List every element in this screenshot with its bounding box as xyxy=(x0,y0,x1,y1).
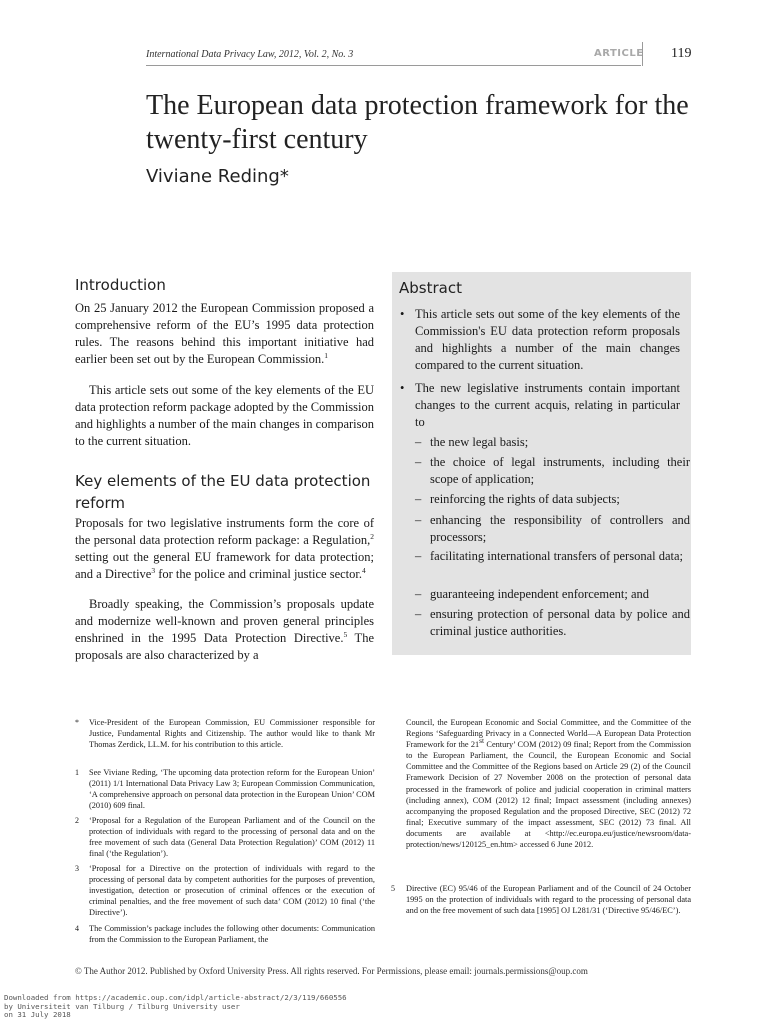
bullet-icon: • xyxy=(400,307,405,321)
footnote-ref-3[interactable]: 3 xyxy=(151,565,156,575)
paragraph-text: Proposals for two legislative instruments form the core of the personal data protection reform package: a Regulation, xyxy=(75,516,374,547)
footnote-mark: 3 xyxy=(75,864,79,873)
footnote-mark: 1 xyxy=(75,768,79,777)
ordinal-superscript: st xyxy=(479,736,485,746)
footnote-ref-4[interactable]: 4 xyxy=(361,565,366,575)
dash-icon: – xyxy=(415,549,422,563)
journal-citation: International Data Privacy Law, 2012, Vol. 2, No. 3 xyxy=(146,49,354,60)
footnote-4: The Commission’s package includes the following other documents: Communication from the Commission to the European Parliament, the xyxy=(89,924,375,945)
introduction-heading: Introduction xyxy=(75,276,166,294)
bullet-icon: • xyxy=(400,381,405,395)
introduction-paragraph-2: This article sets out some of the key elements of the EU data protection reform package adopted by the Commission and highlights a number of the main changes in comparison to the current situation. xyxy=(75,383,374,448)
abstract-list-item: the new legal basis; xyxy=(430,435,529,449)
download-stamp-line: by Universiteit van Tilburg / Tilburg University user xyxy=(4,1001,240,1011)
abstract-list-item: reinforcing the rights of data subjects; xyxy=(430,492,620,506)
dash-icon: – xyxy=(415,513,422,527)
footnote-4-continued xyxy=(406,717,691,850)
footnote-star: Vice-President of the European Commission, EU Commissioner responsible for Justice, Fundamental Rights and Citizenship. The author would like to thank Mr Thomas Zerdick, LL.M. for his contribution to this article. xyxy=(89,718,375,750)
footnote-mark: 4 xyxy=(75,924,79,933)
footnote-5: Directive (EC) 95/46 of the European Parliament and of the Council of 24 October 1995 on the protection of individuals with regard to the processing of personal data and on the free movement of such data [1995] OJ L281/31 (‘Directive 95/46/EC’). xyxy=(406,884,691,916)
download-stamp-line: Downloaded from https://academic.oup.com/idpl/article-abstract/2/3/119/660556 xyxy=(4,993,347,1002)
paragraph-text: The proposals are also characterized by a xyxy=(75,630,374,662)
abstract-list-item: enhancing the responsibility of controllers and processors; xyxy=(430,513,690,544)
dash-icon: – xyxy=(415,492,422,506)
footnote-text: Council, the European Economic and Social Committee, and the Committee of the Regions ‘Safeguarding Privacy in a Connected World—A European Data Protection Framework for the 21 xyxy=(406,718,691,750)
footnote-text: Century’ COM (2012) 09 final; Report from the Commission to the European Parliament, the Council, the European Economic and Social Committee and the Committee of the Regions based on Article 29 (2) of the Council Framework Decision of 27 November 2008 on the protection of personal data processed in the framework of police and judicial cooperation in criminal matters (including annex), COM (2012) 12 final; Impact assessment (including annexes) accompanying the proposed Regulation and the proposed Directive, SEC (2012) 72 final; Executive summary of the impact assessment, SEC (2012) 73 final. All documents are available at <http://ec.europa.eu/justice/newsroom/data-protection/news/120125_en.htm> accessed 6 June 2012. xyxy=(406,740,691,850)
section-label: ARTICLE xyxy=(594,48,644,59)
footnote-2: ‘Proposal for a Regulation of the European Parliament and of the Council on the protection of individuals with regard to the processing of personal data and on the free movement of such data (General Data Protection Regulation)’ COM (2012) 11 final (‘the Regulation’). xyxy=(89,816,375,859)
page-number: 119 xyxy=(671,46,692,61)
footnote-ref-1[interactable]: 1 xyxy=(324,350,328,360)
introduction-paragraph-1 xyxy=(75,300,374,368)
footnote-mark: * xyxy=(75,718,79,727)
abstract-heading: Abstract xyxy=(399,279,462,297)
key-elements-paragraph-1 xyxy=(75,515,374,583)
footnote-ref-2[interactable]: 2 xyxy=(370,531,374,541)
footnote-3: ‘Proposal for a Directive on the protection of individuals with regard to the processing of personal data by competent authorities for the purposes of prevention, investigation, detection or prosecution of criminal offences or the execution of criminal penalties, and the free movement of such data’ COM (2012) 10 final (‘the Directive’). xyxy=(89,864,375,918)
key-elements-heading: Key elements of the EU data protection reform xyxy=(75,472,371,512)
abstract-bullet-1: This article sets out some of the key elements of the Commission's EU data protection reform proposals and highlights a number of the main changes compared to the current situation. xyxy=(415,307,680,372)
abstract-list-item: guaranteeing independent enforcement; and xyxy=(430,587,650,601)
paragraph-text: setting out the general EU framework for data protection; and a Directive xyxy=(75,549,374,581)
paragraph-text: for the police and criminal justice sector. xyxy=(155,566,362,581)
article-title: The European data protection framework for the twenty-first century xyxy=(146,90,689,155)
dash-icon: – xyxy=(415,607,422,621)
footnote-mark: 5 xyxy=(391,884,395,893)
download-stamp-line: on 31 July 2018 xyxy=(4,1010,71,1020)
abstract-list-item: ensuring protection of personal data by police and criminal justice authorities. xyxy=(430,607,690,638)
article-author: Viviane Reding* xyxy=(146,166,289,187)
abstract-list-item: the choice of legal instruments, including their scope of application; xyxy=(430,455,690,486)
paragraph-text: On 25 January 2012 the European Commission proposed a comprehensive reform of the EU’s 1995 data protection rules. The reasons behind this important initiative had earlier been set out by the European Commission. xyxy=(75,301,374,366)
header-divider xyxy=(642,42,643,66)
paragraph-text: Broadly speaking, the Commission’s proposals update and modernize well-known and proven general principles enshrined in the 1995 Data Protection Directive. xyxy=(75,597,374,645)
abstract-bullet-2: The new legislative instruments contain important changes to the current acquis, relating in particular to xyxy=(415,381,680,429)
download-stamp xyxy=(4,994,347,1020)
dash-icon: – xyxy=(415,435,422,449)
dash-icon: – xyxy=(415,455,422,469)
footnote-1: See Viviane Reding, ‘The upcoming data protection reform for the European Union’ (2011) 1/1 International Data Privacy Law 3; European Commission Communication, ‘A comprehensive approach on personal data protection in the European Union’ COM (2010) 609 final. xyxy=(89,768,375,811)
abstract-list-item: facilitating international transfers of personal data; xyxy=(430,549,684,563)
footnote-ref-5[interactable]: 5 xyxy=(343,629,348,639)
copyright-notice: © The Author 2012. Published by Oxford University Press. All rights reserved. For Permissions, please email: journals.permissions@oup.com xyxy=(75,966,588,976)
dash-icon: – xyxy=(415,587,422,601)
key-elements-paragraph-2 xyxy=(75,596,374,664)
header-rule xyxy=(146,65,641,66)
footnote-mark: 2 xyxy=(75,816,79,825)
